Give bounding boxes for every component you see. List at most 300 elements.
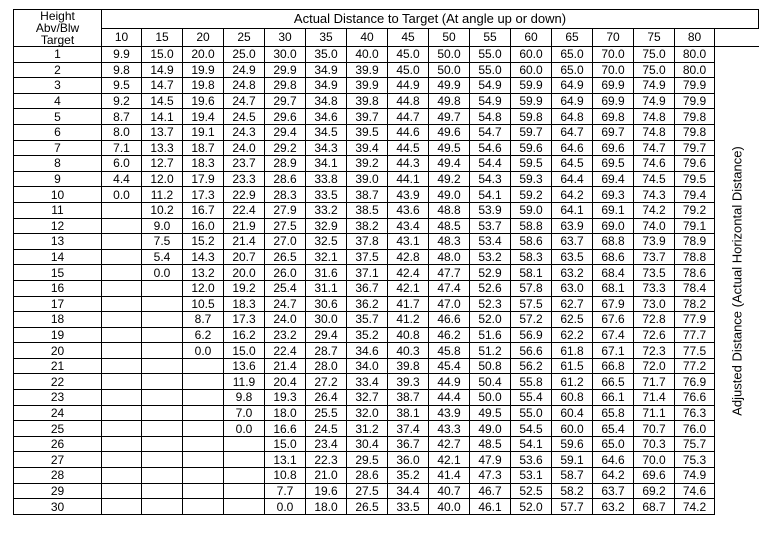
distance-cell: 74.0 xyxy=(634,218,675,234)
distance-cell: 39.7 xyxy=(347,109,388,125)
distance-cell: 29.4 xyxy=(265,124,306,140)
distance-cell: 38.7 xyxy=(347,187,388,203)
height-cell: 28 xyxy=(14,468,102,484)
distance-cell: 45.4 xyxy=(429,358,470,374)
distance-cell: 46.6 xyxy=(429,312,470,328)
height-cell: 10 xyxy=(14,187,102,203)
distance-cell: 12.0 xyxy=(183,280,224,296)
header-row-distances xyxy=(14,28,759,47)
distance-cell: 80.0 xyxy=(675,47,715,63)
distance-cell: 49.8 xyxy=(429,93,470,109)
distance-cell: 15.0 xyxy=(224,343,265,359)
distance-cell: 17.3 xyxy=(224,312,265,328)
distance-cell: 14.3 xyxy=(183,249,224,265)
distance-cell: 18.7 xyxy=(183,140,224,156)
distance-cell: 78.4 xyxy=(675,280,715,296)
distance-cell: 64.2 xyxy=(552,187,593,203)
distance-cell: 41.4 xyxy=(429,468,470,484)
height-cell: 22 xyxy=(14,374,102,390)
distance-cell: 18.0 xyxy=(265,405,306,421)
distance-cell: 58.6 xyxy=(511,234,552,250)
distance-cell: 31.2 xyxy=(347,421,388,437)
distance-cell: 7.5 xyxy=(142,234,183,250)
distance-cell: 45.8 xyxy=(429,343,470,359)
distance-cell: 24.5 xyxy=(306,421,347,437)
distance-cell: 42.8 xyxy=(388,249,429,265)
distance-cell: 64.9 xyxy=(552,78,593,94)
table-row xyxy=(14,140,759,156)
distance-cell: 53.4 xyxy=(470,234,511,250)
height-cell: 7 xyxy=(14,140,102,156)
distance-header: 15 xyxy=(142,28,183,47)
distance-cell: 24.8 xyxy=(224,78,265,94)
distance-cell xyxy=(102,218,142,234)
distance-cell: 69.7 xyxy=(593,124,634,140)
distance-cell: 46.1 xyxy=(470,499,511,515)
table-row xyxy=(14,312,759,328)
distance-cell: 49.5 xyxy=(470,405,511,421)
distance-cell: 47.7 xyxy=(429,265,470,281)
distance-cell: 26.0 xyxy=(265,265,306,281)
distance-cell: 10.5 xyxy=(183,296,224,312)
distance-cell: 11.2 xyxy=(142,187,183,203)
distance-cell: 74.6 xyxy=(675,483,715,499)
distance-cell: 44.9 xyxy=(429,374,470,390)
distance-cell: 54.5 xyxy=(511,421,552,437)
distance-cell: 64.7 xyxy=(552,124,593,140)
distance-cell: 69.0 xyxy=(593,218,634,234)
distance-cell xyxy=(102,343,142,359)
distance-cell: 27.2 xyxy=(306,374,347,390)
distance-cell: 59.7 xyxy=(511,124,552,140)
distance-cell: 24.9 xyxy=(224,62,265,78)
distance-cell: 50.0 xyxy=(429,47,470,63)
side-label-cell xyxy=(715,47,759,515)
distance-cell: 18.3 xyxy=(224,296,265,312)
distance-cell: 47.4 xyxy=(429,280,470,296)
distance-cell xyxy=(102,421,142,437)
distance-header: 30 xyxy=(265,28,306,47)
distance-cell: 63.2 xyxy=(552,265,593,281)
distance-cell: 15.0 xyxy=(142,47,183,63)
table-row xyxy=(14,358,759,374)
height-cell: 6 xyxy=(14,124,102,140)
distance-cell xyxy=(142,436,183,452)
distance-cell xyxy=(224,499,265,515)
distance-cell: 75.0 xyxy=(634,62,675,78)
distance-cell: 10.8 xyxy=(265,468,306,484)
distance-cell xyxy=(102,327,142,343)
corner-header-line-1: Height xyxy=(40,9,75,23)
distance-cell: 48.3 xyxy=(429,234,470,250)
distance-cell: 21.4 xyxy=(224,234,265,250)
table-title: Actual Distance to Target (At angle up or down) xyxy=(102,10,759,29)
distance-cell: 39.5 xyxy=(347,124,388,140)
distance-cell: 22.3 xyxy=(306,452,347,468)
table-row xyxy=(14,187,759,203)
height-cell: 3 xyxy=(14,78,102,94)
distance-header: 35 xyxy=(306,28,347,47)
height-cell: 29 xyxy=(14,483,102,499)
table-row xyxy=(14,62,759,78)
distance-cell xyxy=(183,483,224,499)
distance-cell xyxy=(102,202,142,218)
distance-cell: 44.7 xyxy=(388,109,429,125)
height-cell: 21 xyxy=(14,358,102,374)
distance-cell: 30.4 xyxy=(347,436,388,452)
distance-cell: 73.0 xyxy=(634,296,675,312)
distance-cell: 66.8 xyxy=(593,358,634,374)
distance-cell: 35.7 xyxy=(347,312,388,328)
distance-cell xyxy=(142,468,183,484)
distance-cell: 20.4 xyxy=(265,374,306,390)
distance-header: 75 xyxy=(634,28,675,47)
distance-cell: 27.5 xyxy=(265,218,306,234)
distance-cell: 67.1 xyxy=(593,343,634,359)
distance-cell: 56.9 xyxy=(511,327,552,343)
distance-cell: 59.8 xyxy=(511,109,552,125)
distance-cell: 37.4 xyxy=(388,421,429,437)
distance-cell: 59.5 xyxy=(511,156,552,172)
table-row xyxy=(14,327,759,343)
distance-cell: 79.5 xyxy=(675,171,715,187)
distance-cell: 47.3 xyxy=(470,468,511,484)
distance-cell: 34.3 xyxy=(306,140,347,156)
distance-cell: 39.9 xyxy=(347,78,388,94)
distance-cell: 44.4 xyxy=(429,390,470,406)
height-cell: 14 xyxy=(14,249,102,265)
height-cell: 9 xyxy=(14,171,102,187)
table-row xyxy=(14,218,759,234)
distance-cell: 19.1 xyxy=(183,124,224,140)
distance-cell: 37.8 xyxy=(347,234,388,250)
table-row xyxy=(14,296,759,312)
distance-cell: 30.0 xyxy=(306,312,347,328)
distance-cell xyxy=(142,327,183,343)
height-cell: 17 xyxy=(14,296,102,312)
table-row xyxy=(14,452,759,468)
distance-cell: 68.1 xyxy=(593,280,634,296)
distance-cell: 69.3 xyxy=(593,187,634,203)
distance-cell: 22.9 xyxy=(224,187,265,203)
distance-cell: 27.5 xyxy=(347,483,388,499)
distance-cell: 42.1 xyxy=(388,280,429,296)
distance-cell: 32.5 xyxy=(306,234,347,250)
distance-cell: 69.9 xyxy=(593,78,634,94)
distance-cell: 55.4 xyxy=(511,390,552,406)
distance-cell: 13.1 xyxy=(265,452,306,468)
distance-cell xyxy=(102,280,142,296)
distance-cell: 80.0 xyxy=(675,62,715,78)
distance-cell: 19.6 xyxy=(183,93,224,109)
distance-cell: 22.4 xyxy=(224,202,265,218)
distance-cell: 28.3 xyxy=(265,187,306,203)
distance-cell: 19.3 xyxy=(265,390,306,406)
distance-cell: 39.8 xyxy=(388,358,429,374)
table-row xyxy=(14,78,759,94)
distance-cell: 74.6 xyxy=(634,156,675,172)
distance-cell: 52.3 xyxy=(470,296,511,312)
height-cell: 13 xyxy=(14,234,102,250)
distance-cell: 76.0 xyxy=(675,421,715,437)
distance-cell: 42.7 xyxy=(429,436,470,452)
distance-cell xyxy=(102,265,142,281)
distance-cell: 79.6 xyxy=(675,156,715,172)
distance-cell xyxy=(183,499,224,515)
table-row xyxy=(14,374,759,390)
distance-cell: 24.7 xyxy=(265,296,306,312)
table-row xyxy=(14,436,759,452)
distance-cell: 60.0 xyxy=(552,421,593,437)
distance-cell: 40.0 xyxy=(347,47,388,63)
distance-cell xyxy=(183,436,224,452)
distance-cell: 32.9 xyxy=(306,218,347,234)
table-row xyxy=(14,499,759,515)
distance-cell: 35.2 xyxy=(388,468,429,484)
distance-cell: 28.6 xyxy=(347,468,388,484)
distance-cell: 64.8 xyxy=(552,109,593,125)
distance-cell: 79.9 xyxy=(675,93,715,109)
distance-cell: 13.6 xyxy=(224,358,265,374)
distance-cell: 52.6 xyxy=(470,280,511,296)
distance-cell: 62.2 xyxy=(552,327,593,343)
distance-cell xyxy=(183,421,224,437)
distance-cell: 23.2 xyxy=(265,327,306,343)
distance-cell: 44.8 xyxy=(388,93,429,109)
distance-cell: 29.9 xyxy=(265,62,306,78)
distance-cell xyxy=(183,374,224,390)
distance-cell: 19.6 xyxy=(306,483,347,499)
distance-cell: 21.4 xyxy=(265,358,306,374)
distance-cell: 54.9 xyxy=(470,78,511,94)
distance-cell: 78.6 xyxy=(675,265,715,281)
height-cell: 16 xyxy=(14,280,102,296)
distance-cell xyxy=(102,249,142,265)
distance-cell xyxy=(142,312,183,328)
distance-cell xyxy=(142,452,183,468)
distance-cell xyxy=(102,468,142,484)
distance-cell: 33.5 xyxy=(388,499,429,515)
distance-cell: 36.7 xyxy=(388,436,429,452)
distance-cell: 38.2 xyxy=(347,218,388,234)
distance-cell: 34.9 xyxy=(306,78,347,94)
height-cell: 20 xyxy=(14,343,102,359)
distance-cell: 65.4 xyxy=(593,421,634,437)
distance-cell: 48.5 xyxy=(470,436,511,452)
distance-cell: 34.5 xyxy=(306,124,347,140)
distance-cell: 63.5 xyxy=(552,249,593,265)
distance-cell: 74.8 xyxy=(634,109,675,125)
distance-cell: 52.0 xyxy=(511,499,552,515)
distance-cell: 39.4 xyxy=(347,140,388,156)
distance-cell: 48.0 xyxy=(429,249,470,265)
table-row xyxy=(14,109,759,125)
distance-cell: 19.2 xyxy=(224,280,265,296)
distance-cell: 70.0 xyxy=(593,47,634,63)
distance-cell: 38.5 xyxy=(347,202,388,218)
distance-cell: 41.7 xyxy=(388,296,429,312)
distance-cell xyxy=(224,468,265,484)
distance-cell xyxy=(102,436,142,452)
distance-cell: 29.7 xyxy=(265,93,306,109)
distance-cell: 43.6 xyxy=(388,202,429,218)
distance-cell: 55.8 xyxy=(511,374,552,390)
height-cell: 11 xyxy=(14,202,102,218)
distance-cell: 37.1 xyxy=(347,265,388,281)
distance-cell: 65.0 xyxy=(552,47,593,63)
distance-cell: 58.2 xyxy=(552,483,593,499)
distance-cell: 74.8 xyxy=(634,124,675,140)
distance-cell: 32.1 xyxy=(306,249,347,265)
distance-cell: 77.2 xyxy=(675,358,715,374)
distance-cell: 58.3 xyxy=(511,249,552,265)
distance-cell: 8.7 xyxy=(183,312,224,328)
distance-cell: 47.9 xyxy=(470,452,511,468)
side-label: Adjusted Distance (Actual Horizontal Distance) xyxy=(729,145,745,416)
distance-cell: 27.9 xyxy=(265,202,306,218)
distance-cell: 24.0 xyxy=(265,312,306,328)
distance-cell: 8.7 xyxy=(102,109,142,125)
distance-cell: 60.4 xyxy=(552,405,593,421)
distance-cell: 29.6 xyxy=(265,109,306,125)
height-cell: 15 xyxy=(14,265,102,281)
distance-cell: 59.3 xyxy=(511,171,552,187)
distance-cell: 77.9 xyxy=(675,312,715,328)
distance-cell: 64.5 xyxy=(552,156,593,172)
distance-cell: 29.8 xyxy=(265,78,306,94)
distance-cell: 62.5 xyxy=(552,312,593,328)
table-row xyxy=(14,234,759,250)
distance-cell xyxy=(142,390,183,406)
distance-cell: 73.9 xyxy=(634,234,675,250)
distance-cell: 58.1 xyxy=(511,265,552,281)
distance-cell: 34.1 xyxy=(306,156,347,172)
distance-cell: 72.6 xyxy=(634,327,675,343)
distance-cell: 31.1 xyxy=(306,280,347,296)
distance-cell: 44.9 xyxy=(388,78,429,94)
distance-cell: 17.3 xyxy=(183,187,224,203)
distance-cell: 39.0 xyxy=(347,171,388,187)
distance-cell: 71.4 xyxy=(634,390,675,406)
height-cell: 30 xyxy=(14,499,102,515)
distance-header: 40 xyxy=(347,28,388,47)
distance-cell: 32.7 xyxy=(347,390,388,406)
distance-cell: 74.9 xyxy=(675,468,715,484)
distance-header: 80 xyxy=(675,28,715,47)
distance-cell xyxy=(142,405,183,421)
distance-cell: 61.8 xyxy=(552,343,593,359)
corner-header-line-2: Abv/Blw xyxy=(35,21,80,35)
distance-header: 10 xyxy=(102,28,142,47)
distance-cell: 52.5 xyxy=(511,483,552,499)
distance-cell: 72.3 xyxy=(634,343,675,359)
distance-cell: 50.0 xyxy=(470,390,511,406)
distance-cell: 46.2 xyxy=(429,327,470,343)
distance-cell: 43.1 xyxy=(388,234,429,250)
distance-cell: 56.2 xyxy=(511,358,552,374)
distance-cell: 76.9 xyxy=(675,374,715,390)
distance-cell: 9.9 xyxy=(102,47,142,63)
distance-header: 45 xyxy=(388,28,429,47)
distance-cell: 0.0 xyxy=(102,187,142,203)
distance-cell: 9.0 xyxy=(142,218,183,234)
distance-cell: 20.0 xyxy=(224,265,265,281)
height-cell: 12 xyxy=(14,218,102,234)
distance-cell: 67.6 xyxy=(593,312,634,328)
distance-cell xyxy=(102,374,142,390)
distance-cell: 40.0 xyxy=(429,499,470,515)
distance-cell xyxy=(102,499,142,515)
distance-cell: 22.4 xyxy=(265,343,306,359)
distance-cell: 53.9 xyxy=(470,202,511,218)
distance-cell: 19.4 xyxy=(183,109,224,125)
distance-cell: 28.0 xyxy=(306,358,347,374)
distance-cell: 61.2 xyxy=(552,374,593,390)
distance-cell: 4.4 xyxy=(102,171,142,187)
distance-header: 70 xyxy=(593,28,634,47)
distance-cell: 72.0 xyxy=(634,358,675,374)
distance-cell: 51.6 xyxy=(470,327,511,343)
distance-cell: 74.2 xyxy=(675,499,715,515)
distance-cell: 33.2 xyxy=(306,202,347,218)
distance-cell: 68.4 xyxy=(593,265,634,281)
distance-cell: 34.6 xyxy=(306,109,347,125)
distance-cell: 53.2 xyxy=(470,249,511,265)
distance-cell: 74.2 xyxy=(634,202,675,218)
distance-cell: 65.0 xyxy=(552,62,593,78)
distance-cell: 59.6 xyxy=(511,140,552,156)
distance-cell: 23.7 xyxy=(224,156,265,172)
distance-cell: 64.2 xyxy=(593,468,634,484)
distance-cell: 69.9 xyxy=(593,93,634,109)
distance-cell: 0.0 xyxy=(224,421,265,437)
distance-cell xyxy=(102,312,142,328)
distance-cell: 26.4 xyxy=(306,390,347,406)
distance-cell: 43.3 xyxy=(429,421,470,437)
distance-cell: 64.6 xyxy=(552,140,593,156)
distance-cell: 59.2 xyxy=(511,187,552,203)
distance-cell: 63.9 xyxy=(552,218,593,234)
distance-cell: 74.3 xyxy=(634,187,675,203)
distance-cell: 49.4 xyxy=(429,156,470,172)
distance-cell: 13.3 xyxy=(142,140,183,156)
distance-cell: 38.7 xyxy=(388,390,429,406)
distance-cell: 49.0 xyxy=(429,187,470,203)
distance-cell: 79.4 xyxy=(675,187,715,203)
distance-cell: 49.6 xyxy=(429,124,470,140)
distance-cell: 68.8 xyxy=(593,234,634,250)
distance-cell: 28.9 xyxy=(265,156,306,172)
distance-cell: 55.0 xyxy=(511,405,552,421)
distance-header: 50 xyxy=(429,28,470,47)
distance-cell: 49.7 xyxy=(429,109,470,125)
distance-cell: 0.0 xyxy=(142,265,183,281)
distance-cell: 10.2 xyxy=(142,202,183,218)
distance-cell: 75.3 xyxy=(675,452,715,468)
distance-cell: 6.0 xyxy=(102,156,142,172)
distance-cell: 24.7 xyxy=(224,93,265,109)
distance-cell: 25.0 xyxy=(224,47,265,63)
distance-cell: 59.0 xyxy=(511,202,552,218)
distance-cell: 9.5 xyxy=(102,78,142,94)
distance-cell: 14.5 xyxy=(142,93,183,109)
distance-cell: 50.0 xyxy=(429,62,470,78)
distance-header: 25 xyxy=(224,28,265,47)
distance-cell: 79.8 xyxy=(675,109,715,125)
distance-cell: 19.8 xyxy=(183,78,224,94)
table-row xyxy=(14,171,759,187)
corner-header xyxy=(14,10,102,47)
